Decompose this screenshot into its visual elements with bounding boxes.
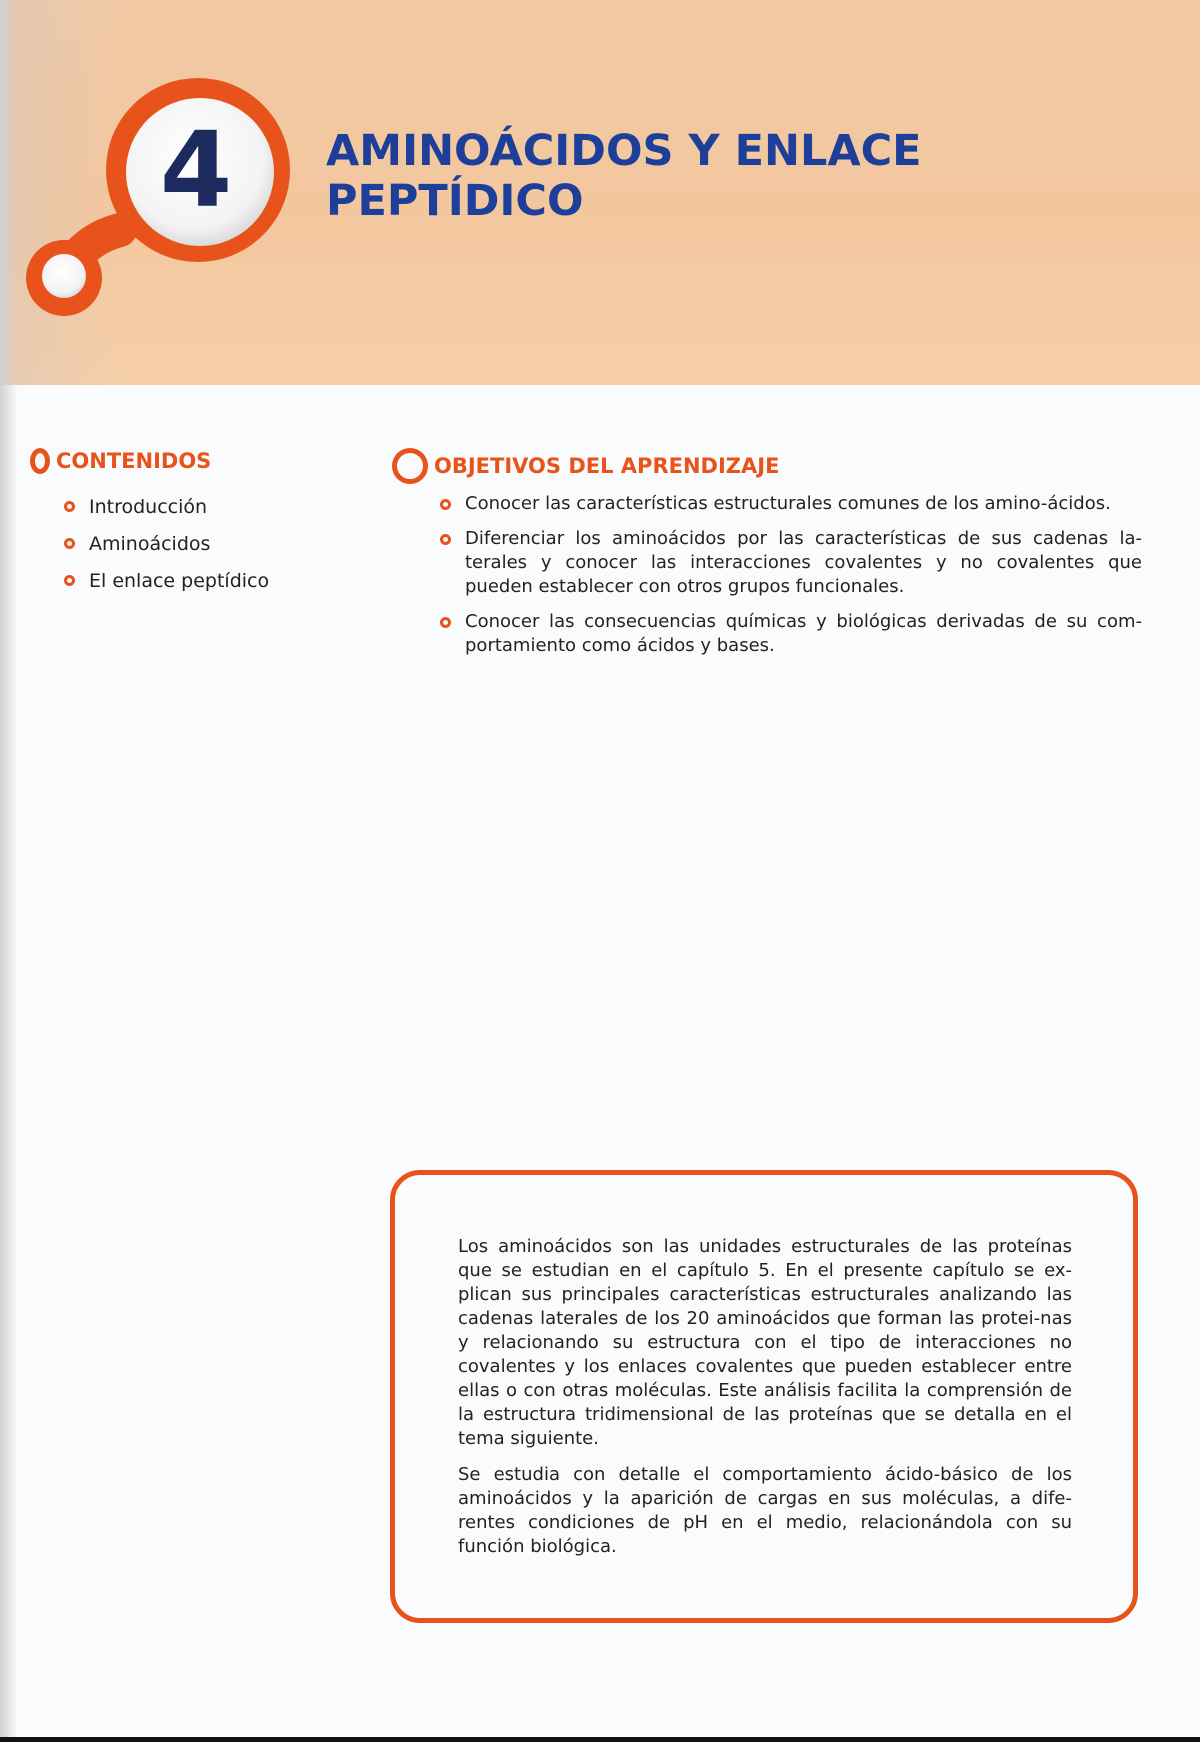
- bottom-rule: [0, 1737, 1200, 1742]
- contents-item: [64, 562, 269, 599]
- objective-item: [440, 527, 1142, 599]
- summary-paragraph: Se estudia con detalle el comportamiento ácido-básico de los aminoácidos y la aparición de cargas en sus moléculas, a dife-rentes condiciones de pH en el medio, relacionándola con su función biológica.: [458, 1464, 1072, 1557]
- contents-heading-label: CONTENIDOS: [56, 449, 212, 473]
- page-spine-shadow: [0, 0, 18, 1742]
- bullet-icon: [64, 501, 75, 512]
- chapter-title-line-2: PEPTÍDICO: [326, 176, 584, 226]
- ring-icon: [30, 448, 50, 474]
- contents-item-label: Introducción: [89, 495, 208, 518]
- ring-icon: [392, 448, 428, 484]
- objective-item: [440, 492, 1142, 516]
- contents-item: [64, 525, 269, 562]
- objectives-list: [440, 492, 1142, 669]
- bullet-icon: [440, 534, 451, 545]
- contents-item: [64, 488, 269, 525]
- objectives-heading: [392, 448, 779, 484]
- objective-text: Conocer las consecuencias químicas y biológicas derivadas de su com-portamiento como ácidos y bases.: [465, 611, 1142, 656]
- objective-item: [440, 610, 1142, 658]
- objective-text: Diferenciar los aminoácidos por las características de sus cadenas la-terales y conocer las interacciones covalentes y no covalentes que pueden establecer con otros grupos funcionales.: [465, 528, 1142, 597]
- chapter-number: 4: [159, 109, 231, 231]
- contents-list: [64, 488, 269, 599]
- bullet-icon: [64, 538, 75, 549]
- contents-item-label: Aminoácidos: [89, 532, 211, 555]
- contents-item-label: El enlace peptídico: [89, 569, 270, 592]
- bullet-icon: [440, 617, 451, 628]
- chapter-title: [326, 126, 922, 226]
- contents-heading: [30, 448, 211, 474]
- chapter-title-line-1: AMINOÁCIDOS Y ENLACE: [326, 126, 922, 176]
- bullet-icon: [440, 499, 451, 510]
- summary-text: [458, 1235, 1072, 1571]
- objectives-heading-label: OBJETIVOS DEL APRENDIZAJE: [434, 454, 780, 478]
- objective-text: Conocer las características estructurales comunes de los amino-ácidos.: [465, 493, 1111, 514]
- bullet-icon: [64, 575, 75, 586]
- summary-paragraph: Los aminoácidos son las unidades estructurales de las proteínas que se estudian en el capítulo 5. En el presente capítulo se ex-plican sus principales características estructurales analizando las cadenas laterales de los 20 aminoácidos que forman las protei-nas y relacionando su estructura con el tipo de interacciones no covalentes y los enlaces covalentes que pueden establecer entre ellas o con otras moléculas. Este análisis facilita la comprensión de la estructura tridimensional de las proteínas que se detalla en el tema siguiente.: [458, 1236, 1072, 1449]
